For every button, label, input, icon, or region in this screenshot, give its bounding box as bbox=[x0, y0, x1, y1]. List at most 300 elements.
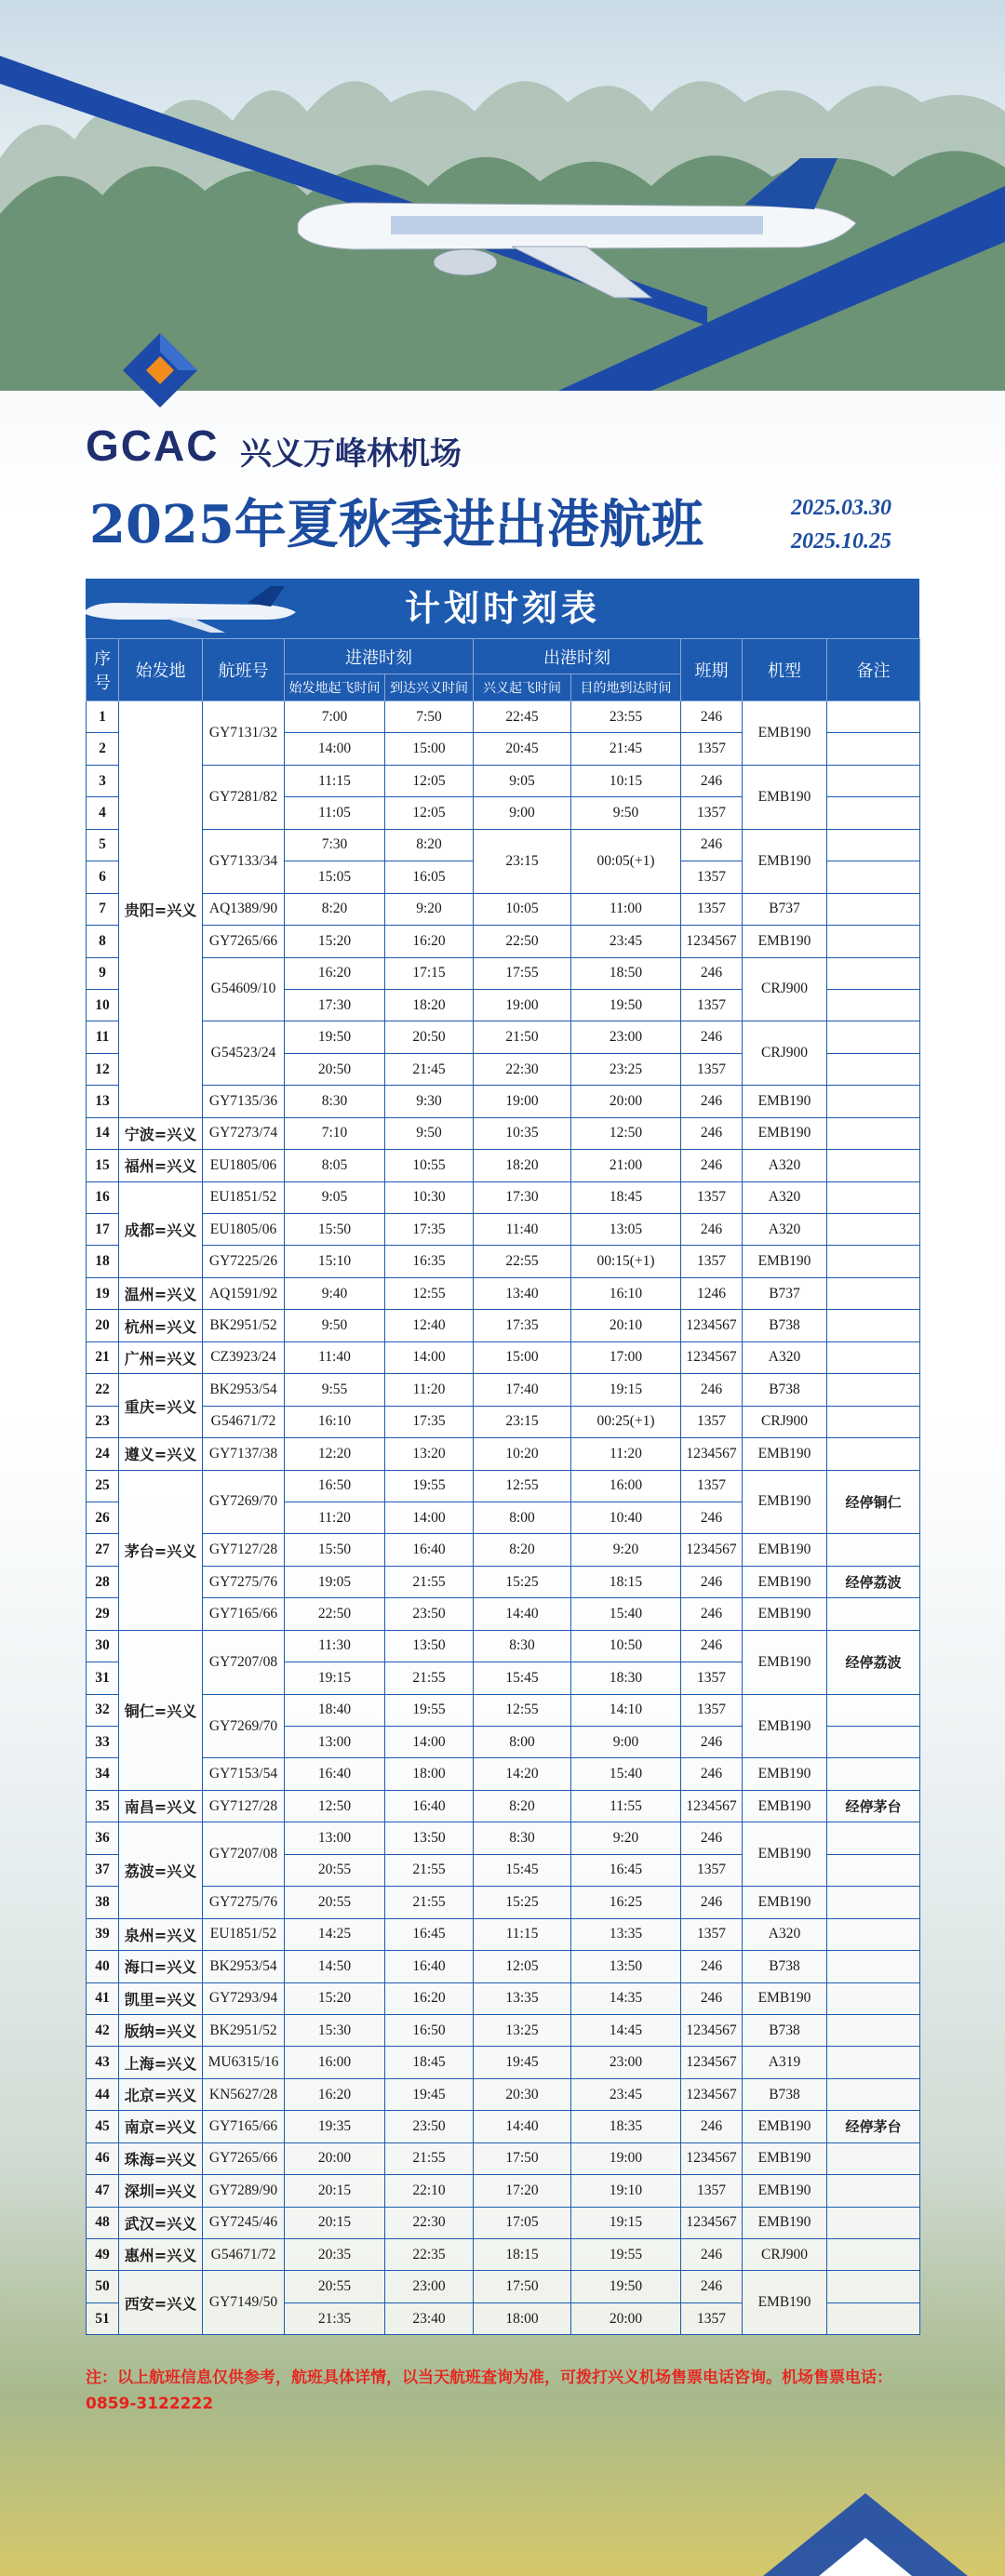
seq-cell: 34 bbox=[87, 1758, 119, 1790]
seq-cell: 37 bbox=[87, 1854, 119, 1886]
seq-cell: 28 bbox=[87, 1566, 119, 1597]
remarks-cell bbox=[827, 797, 920, 829]
xingyi-dep-cell: 11:15 bbox=[474, 1918, 571, 1950]
days-cell: 1357 bbox=[681, 893, 743, 925]
dest-arr-cell: 9:20 bbox=[571, 1534, 681, 1566]
origin-dep-cell: 14:50 bbox=[285, 1951, 385, 1982]
remarks-cell bbox=[827, 1918, 920, 1950]
days-cell: 246 bbox=[681, 1982, 743, 2014]
dest-arr-cell: 18:50 bbox=[571, 957, 681, 989]
remarks-cell bbox=[827, 1438, 920, 1470]
xingyi-arr-cell: 9:30 bbox=[385, 1086, 474, 1117]
brand-code: GCAC bbox=[86, 421, 220, 470]
origin-cell: 西安=兴义 bbox=[119, 2271, 203, 2335]
days-cell: 1357 bbox=[681, 1694, 743, 1726]
seq-cell: 42 bbox=[87, 2014, 119, 2046]
origin-cell: 广州=兴义 bbox=[119, 1341, 203, 1373]
aircraft-cell: EMB190 bbox=[743, 926, 827, 957]
origin-dep-cell: 17:30 bbox=[285, 989, 385, 1021]
flight-cell: GY7131/32 bbox=[203, 701, 285, 766]
days-cell: 1234567 bbox=[681, 2014, 743, 2046]
aircraft-cell: EMB190 bbox=[743, 2142, 827, 2174]
flight-cell: GY7165/66 bbox=[203, 1598, 285, 1630]
seq-cell: 5 bbox=[87, 829, 119, 861]
days-cell: 1357 bbox=[681, 1918, 743, 1950]
page-title: 2025年夏秋季进出港航班 bbox=[89, 494, 704, 555]
seq-cell: 44 bbox=[87, 2078, 119, 2110]
origin-dep-cell: 7:30 bbox=[285, 829, 385, 861]
aircraft-cell: EMB190 bbox=[743, 1758, 827, 1790]
dest-arr-cell: 9:50 bbox=[571, 797, 681, 829]
xingyi-arr-cell: 10:55 bbox=[385, 1150, 474, 1181]
dest-arr-cell: 14:45 bbox=[571, 2014, 681, 2046]
schedule-table bbox=[86, 638, 920, 2335]
dest-arr-cell: 16:45 bbox=[571, 1854, 681, 1886]
days-cell: 246 bbox=[681, 1887, 743, 1918]
origin-dep-cell: 9:05 bbox=[285, 1181, 385, 1213]
remarks-cell bbox=[827, 829, 920, 861]
days-cell: 246 bbox=[681, 1727, 743, 1758]
schedule-table-wrapper bbox=[86, 579, 919, 2335]
origin-cell: 凯里=兴义 bbox=[119, 1982, 203, 2014]
days-cell: 246 bbox=[681, 2271, 743, 2302]
origin-cell: 武汉=兴义 bbox=[119, 2207, 203, 2238]
xingyi-arr-cell: 14:00 bbox=[385, 1341, 474, 1373]
remarks-cell bbox=[827, 733, 920, 765]
origin-dep-cell: 16:20 bbox=[285, 2078, 385, 2110]
xingyi-arr-cell: 21:55 bbox=[385, 1662, 474, 1694]
table-row bbox=[87, 2207, 920, 2238]
aircraft-cell: EMB190 bbox=[743, 1246, 827, 1277]
xingyi-dep-cell: 22:50 bbox=[474, 926, 571, 957]
dest-arr-cell: 23:25 bbox=[571, 1053, 681, 1085]
table-banner bbox=[86, 579, 919, 638]
table-row bbox=[87, 2142, 920, 2174]
flight-cell: GY7135/36 bbox=[203, 1086, 285, 1117]
xingyi-arr-cell: 11:20 bbox=[385, 1374, 474, 1406]
flight-cell: GY7275/76 bbox=[203, 1566, 285, 1597]
xingyi-dep-cell: 11:40 bbox=[474, 1214, 571, 1246]
seq-cell: 22 bbox=[87, 1374, 119, 1406]
seq-cell: 32 bbox=[87, 1694, 119, 1726]
origin-dep-cell: 21:35 bbox=[285, 2302, 385, 2334]
table-row bbox=[87, 765, 920, 796]
xingyi-arr-cell: 19:55 bbox=[385, 1470, 474, 1502]
xingyi-arr-cell: 18:45 bbox=[385, 2047, 474, 2078]
seq-cell: 46 bbox=[87, 2142, 119, 2174]
xingyi-arr-cell: 16:35 bbox=[385, 1246, 474, 1277]
flight-cell: GY7281/82 bbox=[203, 765, 285, 829]
origin-cell: 茅台=兴义 bbox=[119, 1470, 203, 1630]
days-cell: 246 bbox=[681, 1951, 743, 1982]
days-cell: 246 bbox=[681, 2111, 743, 2142]
seq-cell: 21 bbox=[87, 1341, 119, 1373]
days-cell: 1357 bbox=[681, 1854, 743, 1886]
origin-dep-cell: 13:00 bbox=[285, 1727, 385, 1758]
aircraft-cell: EMB190 bbox=[743, 2111, 827, 2142]
header-seq: 序号 bbox=[87, 639, 119, 701]
seq-cell: 24 bbox=[87, 1438, 119, 1470]
dest-arr-cell: 23:55 bbox=[571, 701, 681, 733]
origin-dep-cell: 18:40 bbox=[285, 1694, 385, 1726]
xingyi-dep-cell: 17:40 bbox=[474, 1374, 571, 1406]
dest-arr-cell: 19:50 bbox=[571, 2271, 681, 2302]
table-row bbox=[87, 2078, 920, 2110]
xingyi-arr-cell: 22:10 bbox=[385, 2175, 474, 2207]
seq-cell: 39 bbox=[87, 1918, 119, 1950]
xingyi-arr-cell: 9:20 bbox=[385, 893, 474, 925]
xingyi-arr-cell: 18:20 bbox=[385, 989, 474, 1021]
seq-cell: 33 bbox=[87, 1727, 119, 1758]
flight-cell: GY7127/28 bbox=[203, 1534, 285, 1566]
origin-cell: 宁波=兴义 bbox=[119, 1117, 203, 1149]
seq-cell: 14 bbox=[87, 1117, 119, 1149]
table-row bbox=[87, 2175, 920, 2207]
aircraft-cell: B737 bbox=[743, 893, 827, 925]
origin-cell: 上海=兴义 bbox=[119, 2047, 203, 2078]
origin-dep-cell: 20:35 bbox=[285, 2239, 385, 2271]
flight-cell: GY7133/34 bbox=[203, 829, 285, 893]
days-cell: 1357 bbox=[681, 733, 743, 765]
days-cell: 1357 bbox=[681, 861, 743, 893]
brand-name: 兴义万峰林机场 bbox=[240, 435, 462, 473]
header-days: 班期 bbox=[681, 639, 743, 701]
table-row bbox=[87, 1887, 920, 1918]
remarks-cell bbox=[827, 2142, 920, 2174]
xingyi-arr-cell: 16:40 bbox=[385, 1951, 474, 1982]
origin-cell: 贵阳=兴义 bbox=[119, 701, 203, 1118]
remarks-cell bbox=[827, 1374, 920, 1406]
origin-cell: 泉州=兴义 bbox=[119, 1918, 203, 1950]
days-cell: 246 bbox=[681, 1374, 743, 1406]
xingyi-dep-cell: 15:25 bbox=[474, 1566, 571, 1597]
xingyi-dep-cell: 15:00 bbox=[474, 1341, 571, 1373]
origin-cell: 杭州=兴义 bbox=[119, 1310, 203, 1341]
origin-dep-cell: 16:00 bbox=[285, 2047, 385, 2078]
remarks-cell bbox=[827, 893, 920, 925]
xingyi-arr-cell: 17:35 bbox=[385, 1214, 474, 1246]
flight-cell: G54671/72 bbox=[203, 2239, 285, 2271]
remarks-cell bbox=[827, 2014, 920, 2046]
aircraft-cell: EMB190 bbox=[743, 2175, 827, 2207]
seq-cell: 25 bbox=[87, 1470, 119, 1502]
dest-arr-cell: 9:00 bbox=[571, 1727, 681, 1758]
flight-cell: GY7165/66 bbox=[203, 2111, 285, 2142]
table-row bbox=[87, 1470, 920, 1502]
flight-cell: BK2953/54 bbox=[203, 1374, 285, 1406]
dest-arr-cell: 10:15 bbox=[571, 765, 681, 796]
aircraft-cell: EMB190 bbox=[743, 829, 827, 893]
remarks-cell bbox=[827, 1406, 920, 1437]
seq-cell: 9 bbox=[87, 957, 119, 989]
remarks-cell bbox=[827, 1150, 920, 1181]
aircraft-cell: CRJ900 bbox=[743, 957, 827, 1021]
xingyi-dep-cell: 20:30 bbox=[474, 2078, 571, 2110]
subheader-origin-departure: 始发地起飞时间 bbox=[285, 674, 385, 701]
xingyi-dep-cell: 22:55 bbox=[474, 1246, 571, 1277]
dest-arr-cell: 13:50 bbox=[571, 1951, 681, 1982]
flight-cell: GY7137/38 bbox=[203, 1438, 285, 1470]
days-cell: 246 bbox=[681, 765, 743, 796]
aircraft-cell: EMB190 bbox=[743, 1086, 827, 1117]
aircraft-cell: EMB190 bbox=[743, 1438, 827, 1470]
origin-dep-cell: 20:50 bbox=[285, 1053, 385, 1085]
seq-cell: 1 bbox=[87, 701, 119, 733]
dest-arr-cell: 10:50 bbox=[571, 1630, 681, 1662]
xingyi-dep-cell: 19:00 bbox=[474, 989, 571, 1021]
days-cell: 246 bbox=[681, 1502, 743, 1533]
xingyi-arr-cell: 22:30 bbox=[385, 2207, 474, 2238]
season-dates bbox=[791, 491, 891, 558]
days-cell: 246 bbox=[681, 1822, 743, 1854]
aircraft-cell: B738 bbox=[743, 2014, 827, 2046]
origin-dep-cell: 11:30 bbox=[285, 1630, 385, 1662]
origin-dep-cell: 19:35 bbox=[285, 2111, 385, 2142]
xingyi-arr-cell: 13:50 bbox=[385, 1630, 474, 1662]
days-cell: 1246 bbox=[681, 1277, 743, 1309]
xingyi-dep-cell: 8:20 bbox=[474, 1790, 571, 1822]
origin-dep-cell: 20:55 bbox=[285, 1854, 385, 1886]
remarks-cell bbox=[827, 1727, 920, 1758]
aircraft-cell: CRJ900 bbox=[743, 1406, 827, 1437]
table-row bbox=[87, 957, 920, 989]
xingyi-arr-cell: 12:05 bbox=[385, 765, 474, 796]
table-row bbox=[87, 1117, 920, 1149]
seq-cell: 6 bbox=[87, 861, 119, 893]
dest-arr-cell: 00:25(+1) bbox=[571, 1406, 681, 1437]
origin-dep-cell: 16:50 bbox=[285, 1470, 385, 1502]
dest-arr-cell: 17:00 bbox=[571, 1341, 681, 1373]
remarks-cell bbox=[827, 989, 920, 1021]
seq-cell: 38 bbox=[87, 1887, 119, 1918]
flight-cell: G54609/10 bbox=[203, 957, 285, 1021]
dest-arr-cell: 12:50 bbox=[571, 1117, 681, 1149]
xingyi-arr-cell: 8:20 bbox=[385, 829, 474, 861]
aircraft-cell: B738 bbox=[743, 1310, 827, 1341]
origin-cell: 福州=兴义 bbox=[119, 1150, 203, 1181]
remarks-cell bbox=[827, 2207, 920, 2238]
seq-cell: 45 bbox=[87, 2111, 119, 2142]
dest-arr-cell: 18:35 bbox=[571, 2111, 681, 2142]
remarks-cell: 经停铜仁 bbox=[827, 1470, 920, 1534]
remarks-cell bbox=[827, 1214, 920, 1246]
days-cell: 246 bbox=[681, 1758, 743, 1790]
aircraft-cell: EMB190 bbox=[743, 765, 827, 829]
header-origin: 始发地 bbox=[119, 639, 203, 701]
table-row bbox=[87, 1374, 920, 1406]
xingyi-arr-cell: 16:20 bbox=[385, 926, 474, 957]
origin-dep-cell: 11:15 bbox=[285, 765, 385, 796]
seq-cell: 50 bbox=[87, 2271, 119, 2302]
seq-cell: 29 bbox=[87, 1598, 119, 1630]
xingyi-dep-cell: 17:30 bbox=[474, 1181, 571, 1213]
table-row bbox=[87, 2271, 920, 2302]
aircraft-cell: A320 bbox=[743, 1150, 827, 1181]
aircraft-cell: EMB190 bbox=[743, 1630, 827, 1694]
xingyi-arr-cell: 17:35 bbox=[385, 1406, 474, 1437]
xingyi-dep-cell: 20:45 bbox=[474, 733, 571, 765]
remarks-cell bbox=[827, 1887, 920, 1918]
seq-cell: 26 bbox=[87, 1502, 119, 1533]
xingyi-arr-cell: 10:30 bbox=[385, 1181, 474, 1213]
xingyi-dep-cell: 15:45 bbox=[474, 1854, 571, 1886]
days-cell: 1234567 bbox=[681, 1790, 743, 1822]
xingyi-dep-cell: 19:45 bbox=[474, 2047, 571, 2078]
dest-arr-cell: 10:40 bbox=[571, 1502, 681, 1533]
days-cell: 1357 bbox=[681, 1470, 743, 1502]
dest-arr-cell: 19:50 bbox=[571, 989, 681, 1021]
origin-dep-cell: 7:10 bbox=[285, 1117, 385, 1149]
remarks-cell bbox=[827, 2175, 920, 2207]
aircraft-cell: EMB190 bbox=[743, 701, 827, 766]
dest-arr-cell: 11:00 bbox=[571, 893, 681, 925]
xingyi-arr-cell: 23:00 bbox=[385, 2271, 474, 2302]
flight-cell: GY7149/50 bbox=[203, 2271, 285, 2335]
table-row bbox=[87, 1534, 920, 1566]
xingyi-dep-cell: 8:00 bbox=[474, 1727, 571, 1758]
remarks-cell: 经停茅台 bbox=[827, 2111, 920, 2142]
aircraft-cell: B738 bbox=[743, 1951, 827, 1982]
seq-cell: 36 bbox=[87, 1822, 119, 1854]
aircraft-cell: CRJ900 bbox=[743, 1021, 827, 1086]
origin-cell: 海口=兴义 bbox=[119, 1951, 203, 1982]
table-row bbox=[87, 1598, 920, 1630]
decorative-logo-shape bbox=[726, 2456, 1005, 2576]
airplane-illustration bbox=[279, 158, 893, 307]
xingyi-dep-cell: 17:50 bbox=[474, 2271, 571, 2302]
remarks-cell bbox=[827, 1117, 920, 1149]
xingyi-arr-cell: 19:45 bbox=[385, 2078, 474, 2110]
aircraft-cell: A320 bbox=[743, 1341, 827, 1373]
remarks-cell bbox=[827, 2302, 920, 2334]
xingyi-dep-cell: 15:45 bbox=[474, 1662, 571, 1694]
header-aircraft: 机型 bbox=[743, 639, 827, 701]
table-row bbox=[87, 1822, 920, 1854]
seq-cell: 16 bbox=[87, 1181, 119, 1213]
aircraft-cell: EMB190 bbox=[743, 1117, 827, 1149]
header-departure: 出港时刻 bbox=[474, 639, 681, 674]
xingyi-dep-cell: 15:25 bbox=[474, 1887, 571, 1918]
xingyi-dep-cell: 12:55 bbox=[474, 1694, 571, 1726]
origin-dep-cell: 11:40 bbox=[285, 1341, 385, 1373]
table-row bbox=[87, 1341, 920, 1373]
xingyi-dep-cell: 17:50 bbox=[474, 2142, 571, 2174]
table-row bbox=[87, 1181, 920, 1213]
days-cell: 1357 bbox=[681, 989, 743, 1021]
aircraft-cell: B737 bbox=[743, 1277, 827, 1309]
days-cell: 1234567 bbox=[681, 2207, 743, 2238]
flight-cell: GY7269/70 bbox=[203, 1694, 285, 1758]
xingyi-arr-cell: 21:55 bbox=[385, 1887, 474, 1918]
origin-dep-cell: 11:20 bbox=[285, 1502, 385, 1533]
aircraft-cell: A320 bbox=[743, 1918, 827, 1950]
xingyi-dep-cell: 8:20 bbox=[474, 1534, 571, 1566]
xingyi-arr-cell: 16:40 bbox=[385, 1790, 474, 1822]
table-row bbox=[87, 1694, 920, 1726]
xingyi-arr-cell: 14:00 bbox=[385, 1502, 474, 1533]
remarks-cell bbox=[827, 2239, 920, 2271]
seq-cell: 41 bbox=[87, 1982, 119, 2014]
flight-cell: GY7265/66 bbox=[203, 2142, 285, 2174]
flight-cell: GY7293/94 bbox=[203, 1982, 285, 2014]
days-cell: 1234567 bbox=[681, 926, 743, 957]
flight-cell: GY7207/08 bbox=[203, 1822, 285, 1887]
days-cell: 1234567 bbox=[681, 1310, 743, 1341]
xingyi-arr-cell: 12:40 bbox=[385, 1310, 474, 1341]
days-cell: 1357 bbox=[681, 2302, 743, 2334]
origin-dep-cell: 16:20 bbox=[285, 957, 385, 989]
days-cell: 1357 bbox=[681, 1181, 743, 1213]
table-banner-title: 计划时刻表 bbox=[404, 588, 600, 629]
origin-dep-cell: 15:20 bbox=[285, 1982, 385, 2014]
seq-cell: 8 bbox=[87, 926, 119, 957]
seq-cell: 10 bbox=[87, 989, 119, 1021]
seq-cell: 27 bbox=[87, 1534, 119, 1566]
dest-arr-cell: 15:40 bbox=[571, 1598, 681, 1630]
flight-cell: BK2951/52 bbox=[203, 2014, 285, 2046]
remarks-cell bbox=[827, 1341, 920, 1373]
flight-cell: KN5627/28 bbox=[203, 2078, 285, 2110]
dest-arr-cell: 11:20 bbox=[571, 1438, 681, 1470]
origin-dep-cell: 14:00 bbox=[285, 733, 385, 765]
xingyi-arr-cell: 14:00 bbox=[385, 1727, 474, 1758]
dest-arr-cell: 20:00 bbox=[571, 1086, 681, 1117]
aircraft-cell: A320 bbox=[743, 1214, 827, 1246]
origin-cell: 版纳=兴义 bbox=[119, 2014, 203, 2046]
days-cell: 1357 bbox=[681, 797, 743, 829]
origin-dep-cell: 20:55 bbox=[285, 1887, 385, 1918]
seq-cell: 30 bbox=[87, 1630, 119, 1662]
remarks-cell bbox=[827, 1854, 920, 1886]
flight-cell: GY7207/08 bbox=[203, 1630, 285, 1694]
xingyi-dep-cell: 13:25 bbox=[474, 2014, 571, 2046]
origin-cell: 重庆=兴义 bbox=[119, 1374, 203, 1438]
days-cell: 246 bbox=[681, 2239, 743, 2271]
days-cell: 246 bbox=[681, 1598, 743, 1630]
origin-dep-cell: 8:30 bbox=[285, 1086, 385, 1117]
xingyi-dep-cell: 12:55 bbox=[474, 1470, 571, 1502]
seq-cell: 23 bbox=[87, 1406, 119, 1437]
seq-cell: 20 bbox=[87, 1310, 119, 1341]
aircraft-cell: B738 bbox=[743, 1374, 827, 1406]
xingyi-dep-cell: 19:00 bbox=[474, 1086, 571, 1117]
origin-dep-cell: 15:50 bbox=[285, 1534, 385, 1566]
dest-arr-cell: 18:15 bbox=[571, 1566, 681, 1597]
table-row bbox=[87, 926, 920, 957]
flight-cell: G54523/24 bbox=[203, 1021, 285, 1086]
xingyi-arr-cell: 16:05 bbox=[385, 861, 474, 893]
flight-cell: GY7289/90 bbox=[203, 2175, 285, 2207]
flight-cell: EU1805/06 bbox=[203, 1214, 285, 1246]
seq-cell: 17 bbox=[87, 1214, 119, 1246]
flight-cell: GY7275/76 bbox=[203, 1887, 285, 1918]
dest-arr-cell: 19:10 bbox=[571, 2175, 681, 2207]
origin-dep-cell: 16:10 bbox=[285, 1406, 385, 1437]
xingyi-arr-cell: 21:55 bbox=[385, 2142, 474, 2174]
xingyi-dep-cell: 23:15 bbox=[474, 829, 571, 893]
table-row bbox=[87, 829, 920, 861]
origin-dep-cell: 20:15 bbox=[285, 2207, 385, 2238]
remarks-cell: 经停茅台 bbox=[827, 1790, 920, 1822]
seq-cell: 43 bbox=[87, 2047, 119, 2078]
remarks-cell bbox=[827, 1534, 920, 1566]
xingyi-dep-cell: 13:40 bbox=[474, 1277, 571, 1309]
origin-dep-cell: 7:00 bbox=[285, 701, 385, 733]
flight-cell: GY7225/26 bbox=[203, 1246, 285, 1277]
seq-cell: 12 bbox=[87, 1053, 119, 1085]
dest-arr-cell: 16:10 bbox=[571, 1277, 681, 1309]
table-row bbox=[87, 1246, 920, 1277]
